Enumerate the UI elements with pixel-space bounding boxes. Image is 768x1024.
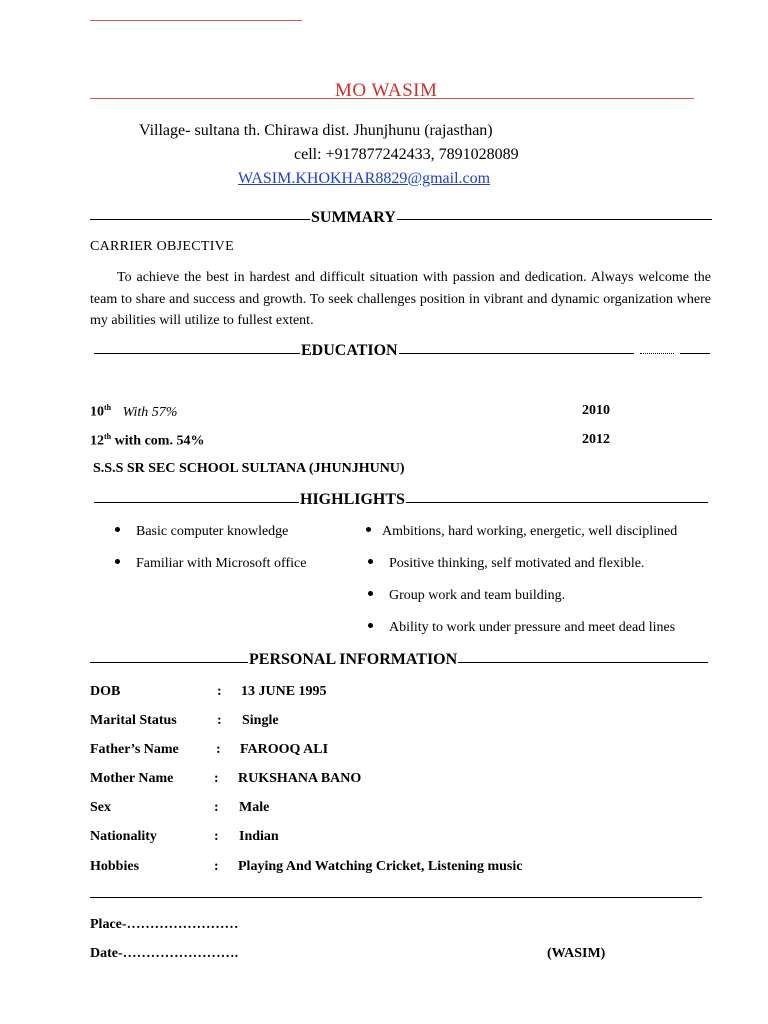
highlight-text: Familiar with Microsoft office <box>136 556 307 571</box>
info-colon: : <box>214 800 219 815</box>
place-line: Place-…………………… <box>90 917 239 932</box>
education-detail: with com. 54% <box>114 433 205 449</box>
education-level-suffix: th <box>104 432 112 441</box>
highlight-item <box>366 524 677 540</box>
highlight-item <box>115 556 306 572</box>
highlight-item <box>368 588 565 604</box>
highlight-text: Positive thinking, self motivated and flexible. <box>389 556 645 571</box>
personal-heading: PERSONAL INFORMATION <box>249 651 458 668</box>
info-label: DOB <box>90 684 121 699</box>
footer-rule <box>90 897 702 898</box>
education-rule-tail <box>640 353 674 354</box>
info-value: Male <box>239 800 270 815</box>
education-heading: EDUCATION <box>301 342 398 359</box>
name-underline <box>90 98 694 99</box>
info-colon: : <box>214 829 219 844</box>
highlight-text: Ability to work under pressure and meet dead lines <box>389 620 676 635</box>
info-label: Nationality <box>90 829 157 844</box>
info-value: FAROOQ ALI <box>240 742 329 757</box>
education-rule-end <box>680 353 710 354</box>
top-red-rule <box>90 20 302 21</box>
bullet-icon <box>115 559 120 564</box>
info-label: Mother Name <box>90 771 174 786</box>
highlight-text: Group work and team building. <box>389 588 566 603</box>
education-level: 10 <box>90 404 104 420</box>
info-label: Father’s Name <box>90 742 179 757</box>
education-detail: With 57% <box>122 404 178 420</box>
highlight-text: Ambitions, hard working, energetic, well disciplined <box>382 524 678 539</box>
email-link[interactable]: WASIM.KHOKHAR8829@gmail.com <box>238 170 491 187</box>
highlights-heading: HIGHLIGHTS <box>300 491 405 508</box>
candidate-name: MO WASIM <box>335 80 438 101</box>
objective-text <box>90 267 711 332</box>
education-level: 12 <box>90 433 104 449</box>
info-value: Playing And Watching Cricket, Listening music <box>238 859 523 874</box>
info-label: Hobbies <box>90 859 140 874</box>
info-value: RUKSHANA BANO <box>238 771 362 786</box>
school-name: S.S.S SR SEC SCHOOL SULTANA (JHUNJHUNU) <box>93 461 405 476</box>
info-colon: : <box>217 684 222 699</box>
bullet-icon <box>368 559 373 564</box>
education-year: 2010 <box>582 403 610 418</box>
info-colon: : <box>214 771 219 786</box>
info-colon: : <box>214 859 219 874</box>
info-value: Single <box>242 713 279 728</box>
objective-text-content: To achieve the best in hardest and difficult situation with passion and dedication. Always welcome the team to share and success and growth. To seek challenges position in vibrant and dynamic organization where my abilities will utilize to fullest extent. <box>90 270 711 328</box>
info-label: Marital Status <box>90 713 177 728</box>
education-year: 2012 <box>582 432 610 447</box>
summary-heading: SUMMARY <box>311 209 396 226</box>
highlight-item <box>368 556 644 572</box>
bullet-icon <box>368 591 373 596</box>
education-level-suffix: th <box>104 403 112 412</box>
highlight-item <box>368 620 675 636</box>
summary-rule <box>90 219 712 220</box>
bullet-icon <box>366 527 371 532</box>
bullet-icon <box>368 623 373 628</box>
info-value: Indian <box>239 829 279 844</box>
education-row-12 <box>90 432 204 450</box>
info-value: 13 JUNE 1995 <box>241 684 327 699</box>
phone-line: cell: +917877242433, 7891028089 <box>294 146 519 163</box>
objective-subheading: CARRIER OBJECTIVE <box>90 239 234 254</box>
highlight-item <box>115 524 288 540</box>
signature: (WASIM) <box>547 946 606 961</box>
info-colon: : <box>216 742 221 757</box>
education-row-10 <box>90 403 177 421</box>
date-line: Date-……………………. <box>90 946 239 961</box>
info-colon: : <box>217 713 222 728</box>
bullet-icon <box>115 527 120 532</box>
highlight-text: Basic computer knowledge <box>136 524 289 539</box>
info-label: Sex <box>90 800 111 815</box>
address-line: Village- sultana th. Chirawa dist. Jhunjhunu (rajasthan) <box>139 122 493 139</box>
